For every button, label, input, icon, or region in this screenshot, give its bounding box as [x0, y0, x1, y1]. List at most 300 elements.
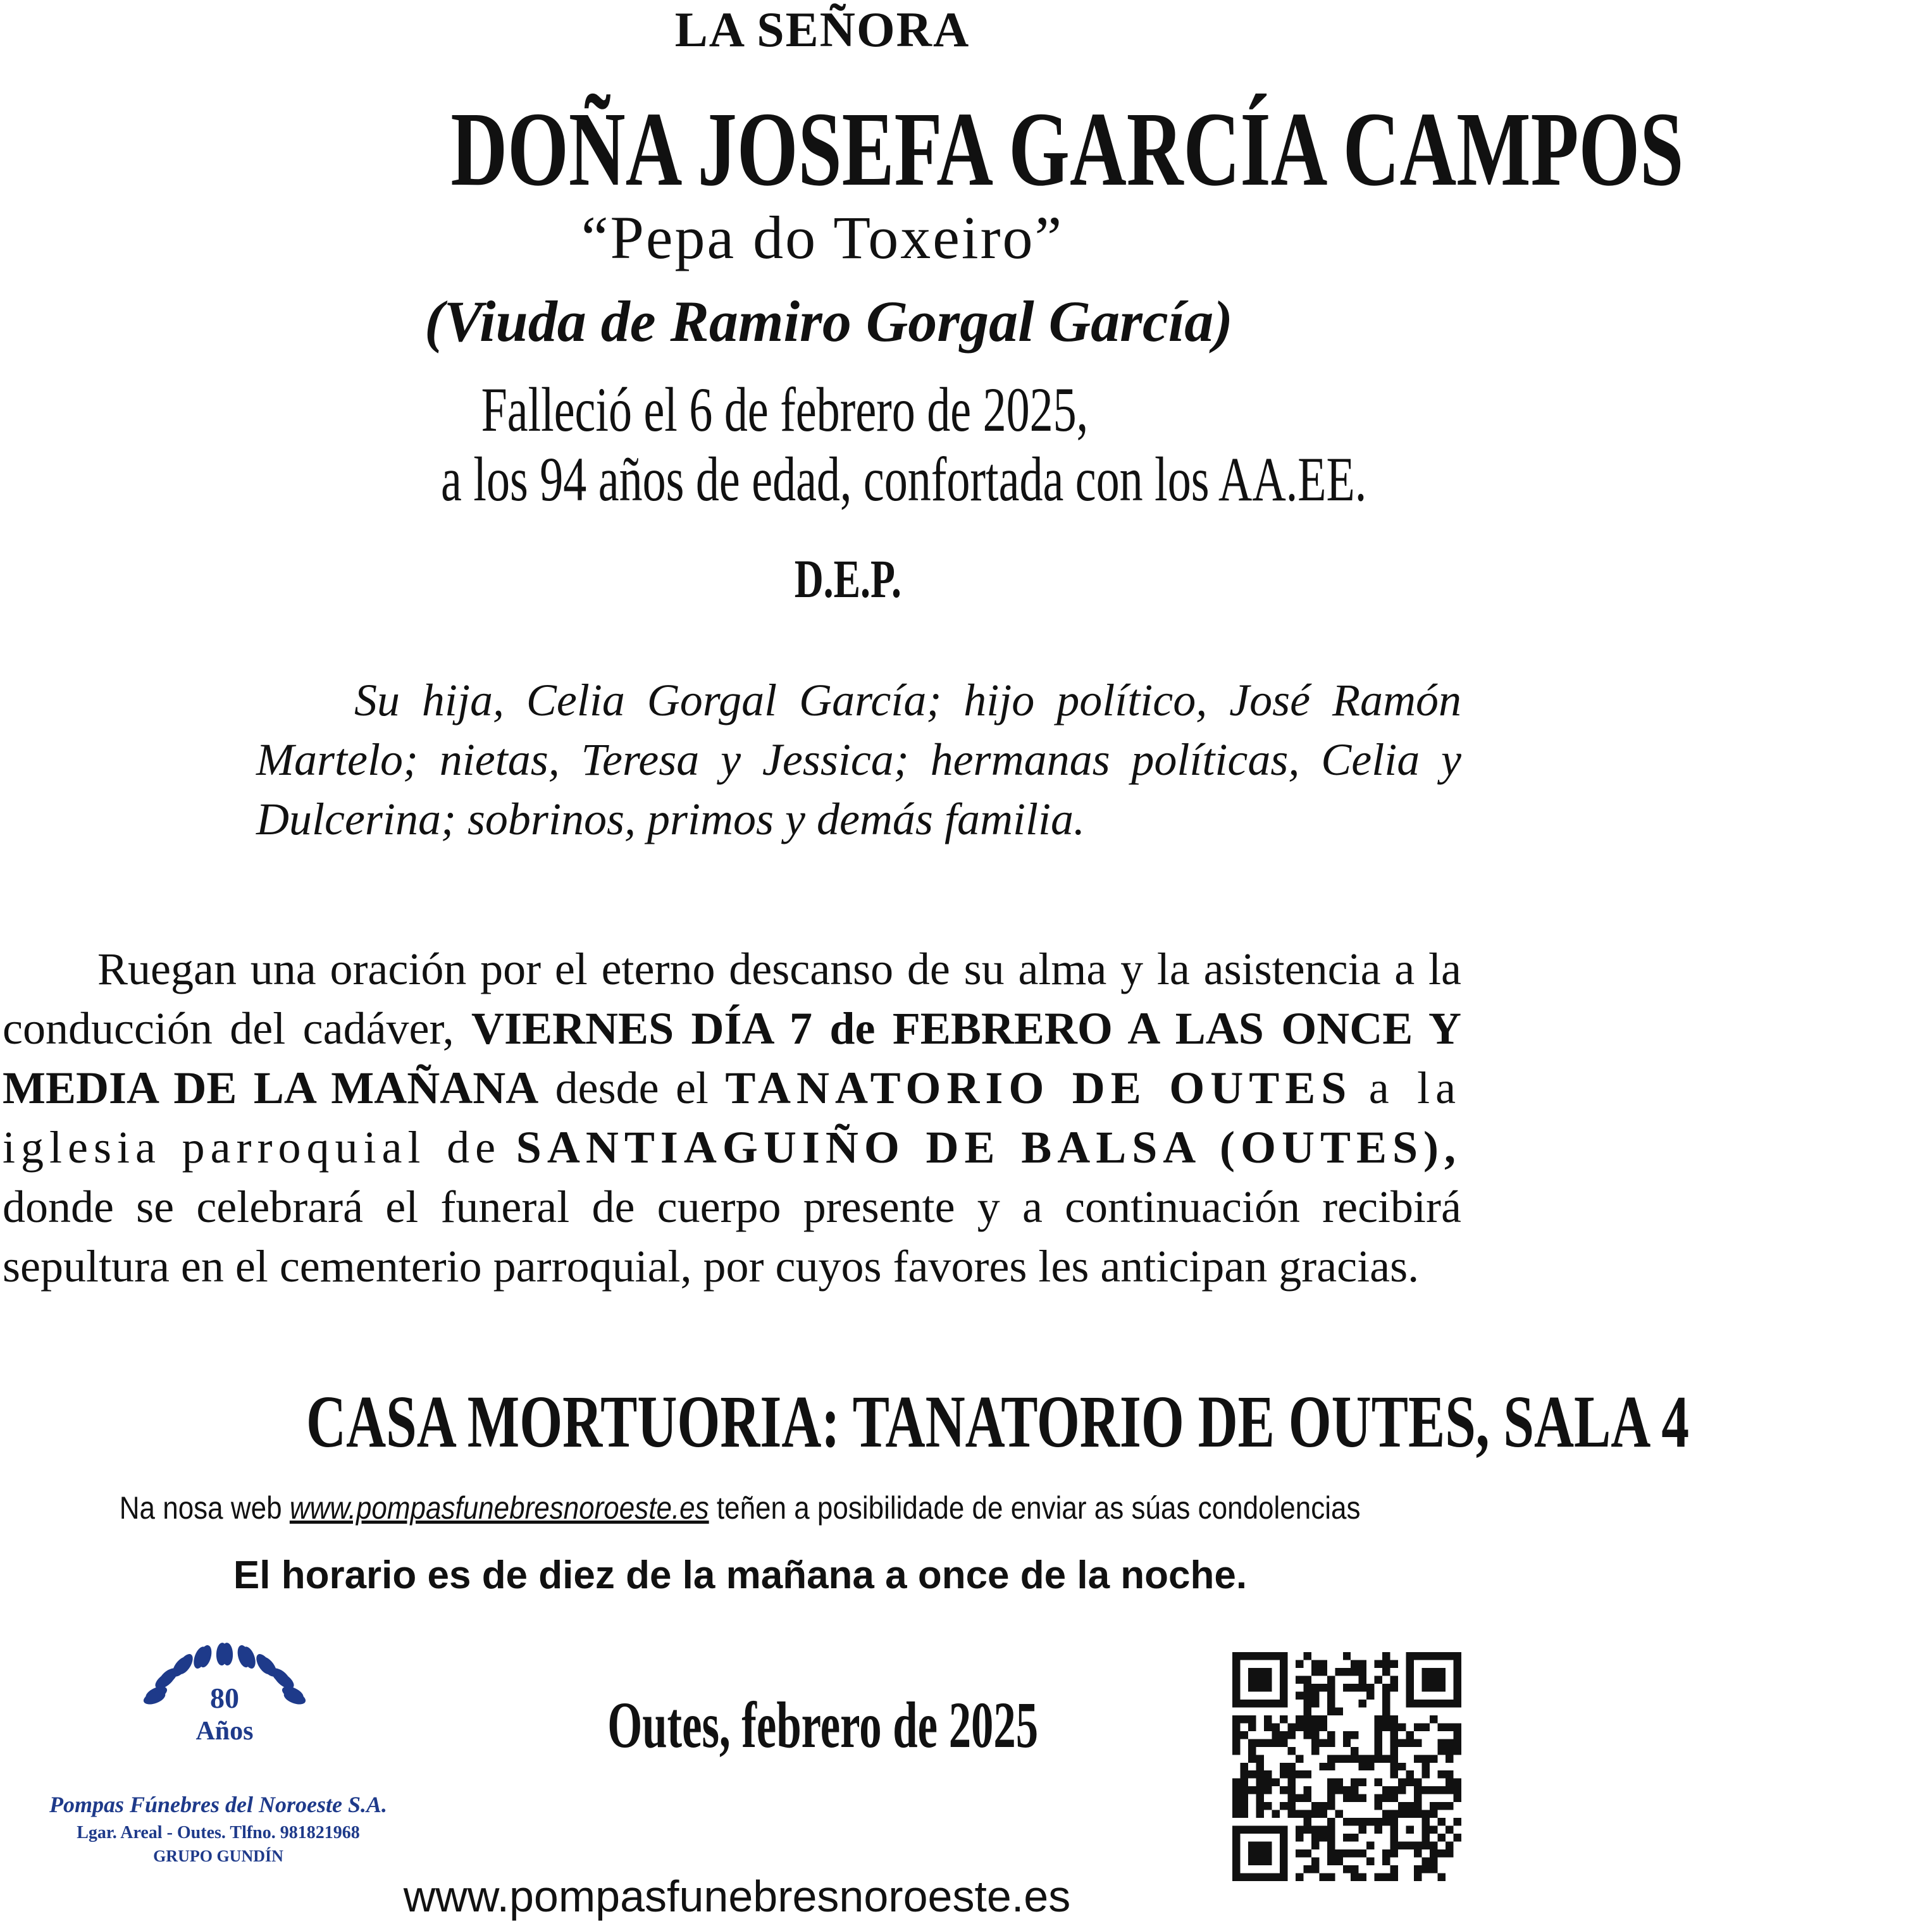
qr-module — [1438, 1747, 1446, 1755]
qr-module — [1240, 1794, 1248, 1802]
qr-module — [1430, 1810, 1437, 1818]
logo-years-word: Años — [195, 1717, 254, 1746]
qr-module — [1366, 1842, 1374, 1849]
qr-module — [1351, 1755, 1358, 1762]
qr-module — [1335, 1810, 1342, 1818]
qr-module — [1303, 1715, 1311, 1723]
qr-module — [1398, 1739, 1406, 1746]
qr-module — [1398, 1763, 1406, 1770]
qr-module — [1248, 1786, 1256, 1794]
qr-module — [1311, 1747, 1319, 1755]
qr-module — [1232, 1794, 1240, 1802]
qr-module — [1335, 1779, 1342, 1786]
qr-module — [1454, 1794, 1461, 1802]
qr-module — [1359, 1826, 1366, 1834]
qr-module — [1390, 1865, 1398, 1873]
title-label: LA SEÑORA — [674, 2, 970, 57]
qr-module — [1446, 1770, 1453, 1778]
qr-module — [1296, 1770, 1303, 1778]
deceased-name — [234, 89, 1684, 211]
qr-module — [1232, 1747, 1240, 1755]
website-link[interactable]: www.pompasfunebresnoroeste.es — [290, 1490, 710, 1526]
qr-module — [1359, 1763, 1366, 1770]
qr-module — [1272, 1779, 1279, 1786]
qr-module — [1375, 1731, 1382, 1739]
qr-module — [1430, 1826, 1437, 1834]
qr-module — [1414, 1755, 1421, 1762]
qr-module — [1327, 1707, 1335, 1715]
qr-module — [1287, 1747, 1295, 1755]
company-logo — [6, 1638, 430, 1866]
qr-module — [1343, 1849, 1351, 1857]
qr-module — [1248, 1723, 1256, 1731]
qr-module — [1406, 1802, 1414, 1810]
qr-module — [1359, 1779, 1366, 1786]
qr-module — [1327, 1731, 1335, 1739]
qr-module — [1303, 1849, 1311, 1857]
qr-module — [1430, 1842, 1437, 1849]
qr-module — [1296, 1723, 1303, 1731]
qr-module — [1422, 1668, 1446, 1691]
qr-module — [1359, 1700, 1366, 1707]
qr-module — [1319, 1684, 1327, 1691]
qr-module — [1240, 1763, 1248, 1770]
death-date-line — [354, 373, 1215, 446]
qr-module — [1280, 1715, 1287, 1723]
qr-module — [1343, 1818, 1351, 1825]
qr-module — [1296, 1691, 1303, 1699]
qr-module — [1287, 1810, 1295, 1818]
qr-module — [1264, 1786, 1272, 1794]
qr-module — [1232, 1739, 1240, 1746]
qr-module — [1303, 1652, 1311, 1660]
qr-module — [1256, 1810, 1263, 1818]
qr-module — [1240, 1731, 1248, 1739]
qr-module — [1296, 1676, 1303, 1683]
qr-module — [1248, 1668, 1272, 1691]
logo-group: GRUPO GUNDÍN — [153, 1847, 283, 1865]
qr-module — [1438, 1723, 1446, 1731]
qr-module — [1311, 1660, 1319, 1667]
qr-module — [1414, 1786, 1421, 1794]
qr-module — [1382, 1723, 1390, 1731]
qr-module — [1390, 1715, 1398, 1723]
qr-module — [1256, 1755, 1263, 1762]
qr-module — [1454, 1739, 1461, 1746]
qr-module — [1303, 1684, 1311, 1691]
qr-module — [1327, 1794, 1335, 1802]
qr-module — [1375, 1826, 1382, 1834]
qr-module — [1366, 1763, 1374, 1770]
qr-module — [1351, 1874, 1358, 1881]
ceremony-closing: donde se celebrará el funeral de cuerpo presente y a continuación recibirá sepultura en el cementerio parroquial, por cuyos favores les anticipan gracias. — [3, 1182, 1461, 1292]
qr-module — [1446, 1755, 1453, 1762]
ceremony-paragraph — [3, 939, 1461, 1296]
qr-module — [1248, 1770, 1256, 1778]
qr-module — [1232, 1723, 1240, 1731]
qr-module — [1240, 1802, 1248, 1810]
qr-module — [1438, 1849, 1446, 1857]
qr-module — [1296, 1826, 1303, 1834]
qr-module — [1454, 1818, 1461, 1825]
qr-module — [1390, 1763, 1398, 1770]
qr-module — [1375, 1755, 1382, 1762]
qr-module — [1327, 1826, 1335, 1834]
qr-module — [1422, 1865, 1430, 1873]
qr-module — [1303, 1810, 1311, 1818]
qr-module — [1454, 1747, 1461, 1755]
qr-module — [1303, 1786, 1311, 1794]
qr-module — [1382, 1810, 1390, 1818]
qr-module — [1351, 1865, 1358, 1873]
widow-line: (Viuda de Ramiro Gorgal García) — [424, 289, 1233, 354]
qr-module — [1430, 1715, 1437, 1723]
qr-module — [1343, 1684, 1351, 1691]
qr-module — [1359, 1676, 1366, 1683]
ceremony-origin: TANATORIO DE OUTES — [725, 1063, 1353, 1113]
qr-module — [1335, 1755, 1342, 1762]
qr-module — [1382, 1786, 1390, 1794]
qr-module — [1248, 1715, 1256, 1723]
age-text: a los 94 años de edad, confortada con los AA.EE. — [441, 444, 1367, 514]
qr-module — [1343, 1755, 1351, 1762]
qr-module — [1232, 1731, 1240, 1739]
qr-module — [1327, 1786, 1335, 1794]
qr-module — [1406, 1779, 1414, 1786]
qr-module — [1430, 1755, 1437, 1762]
qr-module — [1311, 1731, 1319, 1739]
qr-module — [1359, 1794, 1366, 1802]
qr-module — [1446, 1842, 1453, 1849]
qr-module — [1390, 1684, 1398, 1691]
qr-module — [1319, 1660, 1327, 1667]
qr-module — [1375, 1676, 1382, 1683]
qr-module — [1438, 1739, 1446, 1746]
qr-module — [1375, 1818, 1382, 1825]
qr-module — [1422, 1770, 1430, 1778]
visiting-hours: El horario es de diez de la mañana a once de la noche. — [233, 1553, 1248, 1597]
qr-module — [1390, 1770, 1398, 1778]
footer-website[interactable]: www.pompasfunebresnoroeste.es — [403, 1872, 1071, 1921]
qr-module — [1390, 1786, 1398, 1794]
qr-module — [1398, 1723, 1406, 1731]
qr-module — [1366, 1818, 1374, 1825]
qr-module — [1366, 1684, 1374, 1691]
qr-module — [1287, 1779, 1295, 1786]
web-note-text — [120, 1490, 1361, 1526]
qr-module — [1319, 1834, 1327, 1841]
qr-module — [1382, 1874, 1390, 1881]
qr-module — [1264, 1770, 1272, 1778]
qr-module — [1454, 1786, 1461, 1794]
qr-module — [1390, 1739, 1398, 1746]
qr-module — [1351, 1779, 1358, 1786]
qr-module — [1287, 1763, 1295, 1770]
qr-module — [1319, 1874, 1327, 1881]
qr-module — [1438, 1874, 1446, 1881]
qr-module — [1343, 1834, 1351, 1841]
family-paragraph: Su hija, Celia Gorgal García; hijo político, José Ramón Martelo; nietas, Teresa y Jessica; hermanas políticas, Celia y Dulcerina; sobrinos, primos y demás familia. — [256, 675, 1461, 844]
qr-module — [1319, 1763, 1327, 1770]
qr-module — [1319, 1802, 1327, 1810]
qr-module — [1351, 1731, 1358, 1739]
qr-module — [1319, 1826, 1327, 1834]
qr-module — [1264, 1779, 1272, 1786]
qr-module — [1303, 1676, 1311, 1683]
qr-module — [1280, 1739, 1287, 1746]
qr-module — [1319, 1668, 1327, 1676]
qr-module — [1303, 1700, 1311, 1707]
casa-mortuoria — [63, 1379, 1690, 1465]
qr-module — [1382, 1818, 1390, 1825]
qr-module — [1248, 1747, 1256, 1755]
qr-module — [1382, 1660, 1390, 1667]
qr-module — [1382, 1707, 1390, 1715]
qr-module — [1287, 1802, 1295, 1810]
qr-module — [1287, 1731, 1295, 1739]
qr-module — [1256, 1779, 1263, 1786]
qr-module — [1327, 1818, 1335, 1825]
qr-module — [1296, 1660, 1303, 1667]
qr-module — [1446, 1849, 1453, 1857]
qr-module — [1311, 1700, 1319, 1707]
qr-module — [1382, 1691, 1390, 1699]
qr-module — [1264, 1739, 1272, 1746]
qr-module — [1248, 1739, 1256, 1746]
qr-module — [1359, 1849, 1366, 1857]
qr-module — [1272, 1810, 1279, 1818]
qr-module — [1303, 1731, 1311, 1739]
qr-module — [1438, 1802, 1446, 1810]
ceremony-date-time: VIERNES DÍA 7 de FEBRERO A LAS ONCE Y MEDIA DE LA MAÑANA — [3, 1003, 1461, 1113]
qr-module — [1414, 1802, 1421, 1810]
qr-module — [1359, 1755, 1366, 1762]
qr-module — [1335, 1849, 1342, 1857]
qr-module — [1287, 1786, 1295, 1794]
qr-module — [1382, 1652, 1390, 1660]
qr-module — [1366, 1691, 1374, 1699]
qr-module — [1414, 1739, 1421, 1746]
qr-module — [1296, 1874, 1303, 1881]
qr-module — [1414, 1779, 1421, 1786]
qr-module — [1248, 1755, 1256, 1762]
qr-module — [1240, 1786, 1248, 1794]
web-note — [32, 1490, 1449, 1526]
qr-module — [1327, 1779, 1335, 1786]
qr-module — [1272, 1723, 1279, 1731]
qr-module — [1446, 1779, 1453, 1786]
qr-module — [1406, 1739, 1414, 1746]
qr-module — [1398, 1786, 1406, 1794]
qr-module — [1327, 1858, 1335, 1865]
qr-module — [1422, 1755, 1430, 1762]
qr-module — [1303, 1691, 1311, 1699]
qr-module — [1343, 1652, 1351, 1660]
qr-module — [1296, 1834, 1303, 1841]
qr-module — [1327, 1849, 1335, 1857]
qr-module — [1335, 1858, 1342, 1865]
ceremony-church: SANTIAGUIÑO DE BALSA (OUTES), — [516, 1122, 1462, 1173]
qr-module — [1390, 1723, 1398, 1731]
qr-module — [1240, 1715, 1248, 1723]
qr-module — [1327, 1700, 1335, 1707]
qr-module — [1311, 1684, 1319, 1691]
qr-module — [1272, 1739, 1279, 1746]
qr-module — [1382, 1858, 1390, 1865]
qr-module — [1406, 1731, 1414, 1739]
qr-module — [1398, 1802, 1406, 1810]
rip-abbreviation — [746, 547, 949, 610]
qr-module — [1280, 1731, 1287, 1739]
qr-module — [1232, 1802, 1240, 1810]
qr-module — [1454, 1723, 1461, 1731]
qr-module — [1327, 1802, 1335, 1810]
qr-module — [1398, 1779, 1406, 1786]
qr-module — [1359, 1660, 1366, 1667]
rip-text: D.E.P. — [794, 548, 901, 609]
qr-module — [1335, 1707, 1342, 1715]
qr-module — [1406, 1826, 1414, 1834]
qr-module — [1446, 1786, 1453, 1794]
qr-module — [1280, 1770, 1287, 1778]
qr-module — [1311, 1865, 1319, 1873]
qr-module — [1390, 1660, 1398, 1667]
qr-module — [1256, 1770, 1263, 1778]
qr-module — [1240, 1810, 1248, 1818]
web-note-prefix: Na nosa web — [120, 1490, 282, 1526]
qr-module — [1382, 1715, 1390, 1723]
qr-module — [1414, 1849, 1421, 1857]
qr-module — [1351, 1786, 1358, 1794]
qr-module — [1438, 1770, 1446, 1778]
qr-module — [1327, 1684, 1335, 1691]
ceremony-from: desde el — [555, 1063, 709, 1113]
qr-module — [1422, 1858, 1430, 1865]
qr-module — [1390, 1874, 1398, 1881]
qr-module — [1296, 1810, 1303, 1818]
qr-module — [1343, 1865, 1351, 1873]
qr-module — [1414, 1794, 1421, 1802]
qr-module — [1359, 1874, 1366, 1881]
qr-module — [1351, 1818, 1358, 1825]
qr-module — [1390, 1849, 1398, 1857]
qr-module — [1311, 1834, 1319, 1841]
qr-module — [1311, 1802, 1319, 1810]
qr-module — [1272, 1731, 1279, 1739]
deceased-name-text: DOÑA JOSEFA GARCÍA CAMPOS — [450, 90, 1684, 208]
qr-code-icon[interactable] — [1232, 1652, 1461, 1881]
qr-module — [1446, 1826, 1453, 1834]
qr-module — [1382, 1794, 1390, 1802]
qr-module — [1240, 1779, 1248, 1786]
qr-module — [1422, 1786, 1430, 1794]
qr-module — [1375, 1739, 1382, 1746]
qr-module — [1311, 1723, 1319, 1731]
qr-module — [1351, 1834, 1358, 1841]
qr-module — [1327, 1755, 1335, 1762]
place-date — [506, 1688, 1039, 1763]
qr-module — [1296, 1849, 1303, 1857]
qr-module — [1311, 1858, 1319, 1865]
qr-module — [1446, 1739, 1453, 1746]
qr-module — [1303, 1707, 1311, 1715]
qr-module — [1335, 1786, 1342, 1794]
qr-module — [1327, 1763, 1335, 1770]
qr-module — [1438, 1834, 1446, 1841]
qr-module — [1303, 1723, 1311, 1731]
qr-module — [1303, 1794, 1311, 1802]
qr-module — [1390, 1755, 1398, 1762]
qr-module — [1303, 1818, 1311, 1825]
qr-module — [1256, 1763, 1263, 1770]
qr-module — [1240, 1770, 1248, 1778]
qr-module — [1351, 1684, 1358, 1691]
qr-module — [1422, 1763, 1430, 1770]
logo-address: Lgar. Areal - Outes. Tlfno. 981821968 — [77, 1823, 360, 1843]
qr-module — [1232, 1810, 1240, 1818]
qr-module — [1351, 1747, 1358, 1755]
qr-module — [1256, 1739, 1263, 1746]
qr-module — [1446, 1802, 1453, 1810]
qr-module — [1375, 1779, 1382, 1786]
qr-module — [1430, 1786, 1437, 1794]
qr-module — [1319, 1810, 1327, 1818]
qr-module — [1446, 1747, 1453, 1755]
qr-module — [1430, 1802, 1437, 1810]
qr-module — [1382, 1755, 1390, 1762]
qr-module — [1303, 1826, 1311, 1834]
qr-module — [1280, 1786, 1287, 1794]
qr-module — [1414, 1874, 1421, 1881]
qr-module — [1256, 1786, 1263, 1794]
qr-module — [1375, 1723, 1382, 1731]
qr-module — [1296, 1715, 1303, 1723]
qr-module — [1366, 1858, 1374, 1865]
qr-module — [1311, 1810, 1319, 1818]
qr-module — [1296, 1755, 1303, 1762]
qr-module — [1375, 1747, 1382, 1755]
qr-module — [1280, 1763, 1287, 1770]
death-date-text: Falleció el 6 de febrero de 2025, — [481, 374, 1088, 445]
qr-module — [1430, 1849, 1437, 1857]
qr-module — [1382, 1668, 1390, 1676]
qr-module — [1438, 1818, 1446, 1825]
qr-module — [1280, 1802, 1287, 1810]
qr-module — [1303, 1770, 1311, 1778]
logo-years-number: 80 — [210, 1682, 239, 1714]
qr-module — [1264, 1715, 1272, 1723]
qr-module — [1327, 1739, 1335, 1746]
logo-company-name: Pompas Fúnebres del Noroeste S.A. — [49, 1792, 388, 1817]
qr-module — [1454, 1834, 1461, 1841]
qr-module — [1438, 1786, 1446, 1794]
qr-module — [1414, 1723, 1421, 1731]
qr-module — [1327, 1842, 1335, 1849]
qr-module — [1390, 1731, 1398, 1739]
web-note-suffix: teñen a posibilidade de enviar as súas condolencias — [717, 1490, 1361, 1526]
qr-module — [1390, 1676, 1398, 1683]
qr-module — [1375, 1874, 1382, 1881]
qr-module — [1430, 1865, 1437, 1873]
qr-module — [1382, 1849, 1390, 1857]
qr-module — [1287, 1770, 1295, 1778]
qr-module — [1351, 1794, 1358, 1802]
qr-module — [1406, 1770, 1414, 1778]
qr-module — [1311, 1842, 1319, 1849]
qr-module — [1311, 1715, 1319, 1723]
qr-module — [1248, 1842, 1272, 1865]
qr-module — [1264, 1802, 1272, 1810]
